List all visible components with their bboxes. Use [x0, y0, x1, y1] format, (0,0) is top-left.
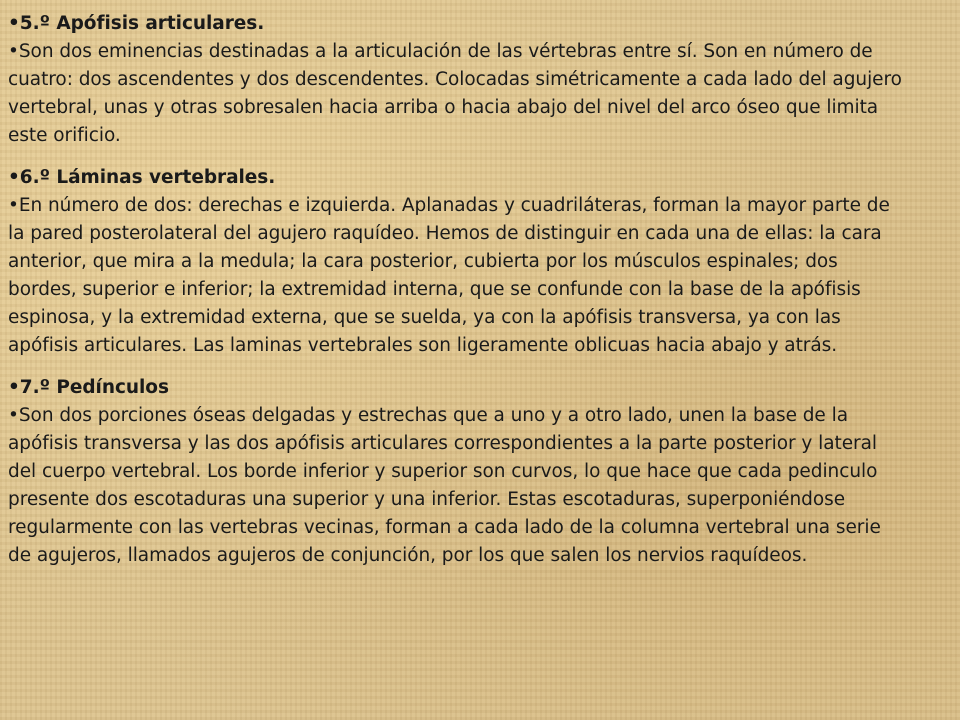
section-body: •Son dos eminencias destinadas a la articulación de las vértebras entre sí. Son en número de cuatro: dos ascendentes y dos descendentes. Colocadas simétricamente a cada lado del agujero vertebral, unas y otras sobresalen hacia arriba o hacia abajo del nivel del arco óseo que limita este orificio.	[8, 41, 902, 146]
section-heading: •5.º Apófisis articulares.	[8, 13, 265, 34]
section-heading: •6.º Láminas vertebrales.	[8, 167, 276, 188]
section-pedinculos	[8, 374, 908, 570]
section-heading: •7.º Pedínculos	[8, 377, 169, 398]
slide-content	[8, 10, 908, 584]
section-apofisis-articulares	[8, 10, 908, 150]
section-laminas-vertebrales	[8, 164, 908, 360]
section-body: •En número de dos: derechas e izquierda. Aplanadas y cuadriláteras, forman la mayor parte de la pared posterolateral del agujero raquídeo. Hemos de distinguir en cada una de ellas: la cara anterior, que mira a la medula; la cara posterior, cubierta por los músculos espinales; dos bordes, superior e inferior; la extremidad interna, que se confunde con la base de la apófisis espinosa, y la extremidad externa, que se suelda, ya con la apófisis transversa, ya con las apófisis articulares. Las laminas vertebrales son ligeramente oblicuas hacia abajo y atrás.	[8, 195, 890, 356]
section-body: •Son dos porciones óseas delgadas y estrechas que a uno y a otro lado, unen la base de la apófisis transversa y las dos apófisis articulares correspondientes a la parte posterior y lateral del cuerpo vertebral. Los borde inferior y superior son curvos, lo que hace que cada pedinculo presente dos escotaduras una superior y una inferior. Estas escotaduras, superponiéndose regularmente con las vertebras vecinas, forman a cada lado de la columna vertebral una serie de agujeros, llamados agujeros de conjunción, por los que salen los nervios raquídeos.	[8, 405, 881, 566]
